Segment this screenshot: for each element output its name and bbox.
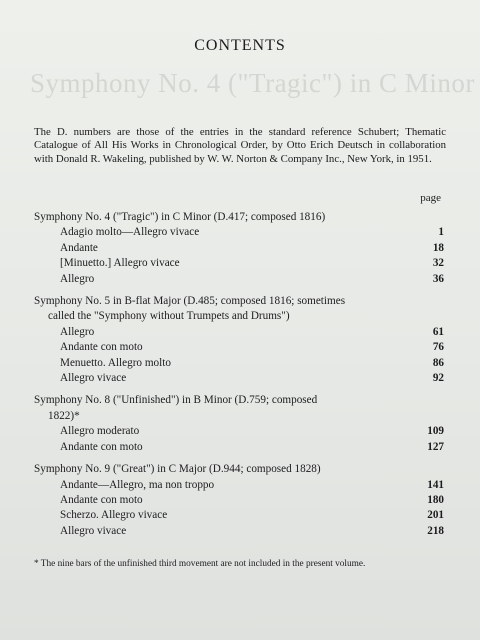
- movement-name: [Minuetto.] Allegro vivace: [60, 257, 180, 270]
- movement-row: [34, 493, 444, 508]
- movement-name: Menuetto. Allegro molto: [60, 356, 171, 369]
- movement-page: 141: [427, 478, 444, 491]
- movement-row: [34, 508, 444, 523]
- movement-page: 218: [427, 524, 444, 537]
- movement-page: 127: [427, 440, 444, 453]
- work-title: Symphony No. 8 ("Unfinished") in B Minor (D.759; composed 1822)*: [34, 394, 318, 422]
- intro-paragraph: The D. numbers are those of the entries in the standard reference Schubert; Thematic Catalogue of All His Works in Chronological Order, by Otto Erich Deutsch in collaboration with Donald R. Wakeling, published by W. W. Norton & Company Inc., New York, in 1951.: [34, 126, 446, 165]
- work-title: Symphony No. 9 ("Great") in C Major (D.944; composed 1828): [34, 463, 321, 476]
- movement-name: Andante con moto: [60, 493, 143, 506]
- movement-name: Allegro: [60, 325, 95, 338]
- movement-row: [34, 340, 444, 355]
- movement-name: Andante con moto: [60, 341, 143, 354]
- movement-row: [34, 371, 444, 386]
- movement-row: [34, 241, 444, 256]
- footnote: * The nine bars of the unfinished third movement are not included in the present volume.: [34, 559, 366, 569]
- movement-page: 92: [432, 372, 444, 385]
- movement-name: Scherzo. Allegro vivace: [60, 509, 168, 522]
- movement-page: 76: [432, 341, 444, 354]
- movement-row: [34, 478, 444, 493]
- movement-page: 201: [427, 509, 444, 522]
- movement-row: [34, 256, 444, 271]
- movement-page: 18: [432, 241, 444, 254]
- movement-page: 36: [432, 272, 444, 285]
- movement-page: 1: [438, 226, 444, 239]
- movement-row: [34, 440, 444, 455]
- movement-row: [34, 356, 444, 371]
- movement-row: [34, 225, 444, 240]
- movement-name: Allegro vivace: [60, 372, 127, 385]
- movement-row: [34, 424, 444, 439]
- movement-page: 32: [432, 257, 444, 270]
- work-entry: [34, 393, 444, 455]
- movement-name: Allegro moderato: [60, 425, 140, 438]
- movement-name: Allegro vivace: [60, 524, 127, 537]
- movement-name: Andante: [60, 241, 98, 254]
- movement-page: 61: [432, 325, 444, 338]
- movement-page: 86: [432, 356, 444, 369]
- work-entry: [34, 294, 444, 386]
- movement-name: Andante—Allegro, ma non troppo: [60, 478, 215, 491]
- work-entry: [34, 210, 444, 287]
- contents-list: [34, 210, 444, 546]
- work-entry: [34, 462, 444, 539]
- movement-page: 109: [427, 425, 444, 438]
- movement-name: Andante con moto: [60, 440, 143, 453]
- movement-row: [34, 325, 444, 340]
- work-title: Symphony No. 5 in B-flat Major (D.485; composed 1816; sometimes called the "Symphony without Trumpets and Drums"): [34, 295, 346, 323]
- movement-name: Allegro: [60, 272, 95, 285]
- page-title: CONTENTS: [194, 37, 286, 54]
- movement-page: 180: [427, 493, 444, 506]
- bleed-through-text: Symphony No. 4 ("Tragic") in C Minor: [30, 68, 475, 98]
- movement-name: Adagio molto—Allegro vivace: [60, 226, 200, 239]
- page-column-header: page: [420, 192, 441, 204]
- movement-row: [34, 272, 444, 287]
- movement-row: [34, 524, 444, 539]
- work-title: Symphony No. 4 ("Tragic") in C Minor (D.417; composed 1816): [34, 211, 326, 223]
